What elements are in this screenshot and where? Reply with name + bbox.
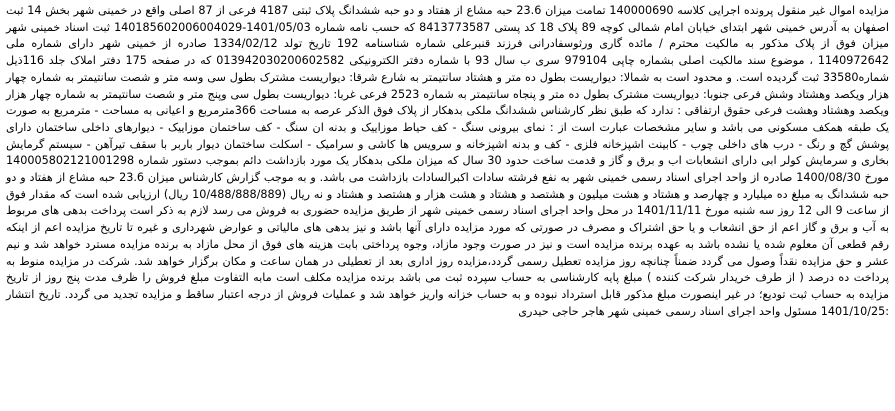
notice-body: مزایده اموال غیر منقول پرونده اجرایی کلاسه 140000690 تمامت میزان 23.6 حبه مشاع از هفتاد و دو حبه ششدانگ پلاک ثبتی 4187 فرعی از 87 اصلی واقع در خمینی شهر بخش 14 ثبت اصفهان به آدرس خمینی شهر ابتدای خیابان امام شمالی کوچه 89 پلاک 18 کد پستی 8413773587 که حسب نامه شماره 1401/05/03-140185602006004029 ثبت اسناد خمینی شهر میزان فوق از پلاک مذکور به مالکیت محترم / مائده گاری ورثوسفادرانی فرزند قنبرعلی شماره شناسنامه 192 تاریخ تولد 1334/02/12 صادره از خمینی شهر دارای شماره ملی 1140972642 ، موضوع سند مالکیت اصلی بشماره چاپی 979104 سری ب سال 93 با شماره دفتر الکترونیکی 013942030200602582 که در صفحه 175 دفتر املاک جلد 116ذیل شماره33580 ثبت گردیده است. و محدود است به شمالا: دیواریست بطول ده متر و هشتاد سانتیمتر به شارع شرقا: دیواریست مشترک بطول سی وسه متر و شصت سانتیمتر به شماره چهار هزار ویکصد وهشتاد وشش فرعی جنوبا: دیواریست مشترک بطول ده متر و پنجاه سانتیمتر به شماره 2523 فرعی غربا: دیواریست بطول سی وپنج متر و شصت سانتیمتر به شماره چهار هزار ویکصد وهشتاد وهشت فرعی حقوق ارتفاقی : ندارد که طبق نظر کارشناس ششدانگ ملکی بدهکار از پلاک فوق الذکر عرصه به مساحت 366مترمربع و اعیانی به مساحت - مترمربع به صورت یک طبقه همکف مسکونی می باشد و سایر مشخصات عبارت است از : نمای بیرونی سنگ - کف حیاط موزاییک و بدنه ان سنگ - کف ساختمان موزاییک - دیوارهای داخلی ساختمان دارای پوشش گچ و رنگ - درب های داخلی چوب - کابینت اشپزخانه فلزی - کف و بدنه اشپزخانه و سرویس ها کاشی و سرامیک - اسکلت ساختمان دیوار باربر با سقف تیرآهن - سیستم گرمایش بخاری و سرمایش کولر ابی دارای انشعابات اب و برق و گاز و قدمت ساخت حدود 30 سال که میزان ملکی بدهکار یک مورد بازداشت دائم بموجب دستور شماره 140005802121001298 مورخ 1400/08/30 صادره از واحد اجرای اسناد رسمی خمینی شهر به نفع فرشته سادات اکبرالسادات بازداشت می باشد. و به موجب گزارش کارشناس میزان 23.6 حبه مشاع از هفتاد و دو حبه ششدانگ به مبلغ ده میلیارد و چهارصد و هشتاد و هشت میلیون و هشتصد و هشتاد و هشت هزار و هشتصد و هشتاد و نه ریال (10/488/888/889 ریال) ارزیابی شده است که مقدار فوق از ساعت 9 الی 12 روز سه شنبه مورخ 1401/11/11 در محل واحد اجرای اسناد رسمی خمینی شهر از طریق مزایده حضوری به فروش می رسد لازم به ذکر است پرداخت بدهی های مربوط به آب و برق و گاز اعم از حق انشعاب و یا حق اشتراک و مصرف در صورتی که مورد مزایده دارای آنها باشد و نیز بدهی های مالیاتی و عوارض شهرداری و غیره تا تاریخ مزایده اعم از اینکه رقم قطعی آن معلوم شده یا نشده باشد به عهده برنده مزایده است و نیز در صورت وجود مازاد، وجوه پرداختی بابت هزینه های فوق از محل مازاد به برنده مزایده مسترد خواهد شد و نیم عشر و حق مزایده نقداً وصول می گردد ضمناً چنانچه روز مزایده تعطیل رسمی گردد،مزایده روز اداری بعد از تعطیلی در همان ساعت و مکان برگزار خواهد شد. شرکت در مزایده منوط به پرداخت ده درصد ( از طرف خریدار شرکت کننده ) مبلغ پایه کارشناسی به حساب سپرده ثبت می باشد برنده مزایده مکلف است مابه التفاوت مبلغ فروش را ظرف مدت پنج روز از تاریخ مزایده به حساب ثبت تودیع؛ در غیر اینصورت مبلغ مذکور قابل استرداد نبوده و به حساب خزانه واریز خواهد شد و عملیات فروش از درجه اعتبار ساقط و مزایده تجدید می گردد. تاریخ انتشار :1401/10/25 مسئول واحد اجرای اسناد رسمی خمینی شهر هاجر حاجی حیدری [6, 4, 890, 318]
